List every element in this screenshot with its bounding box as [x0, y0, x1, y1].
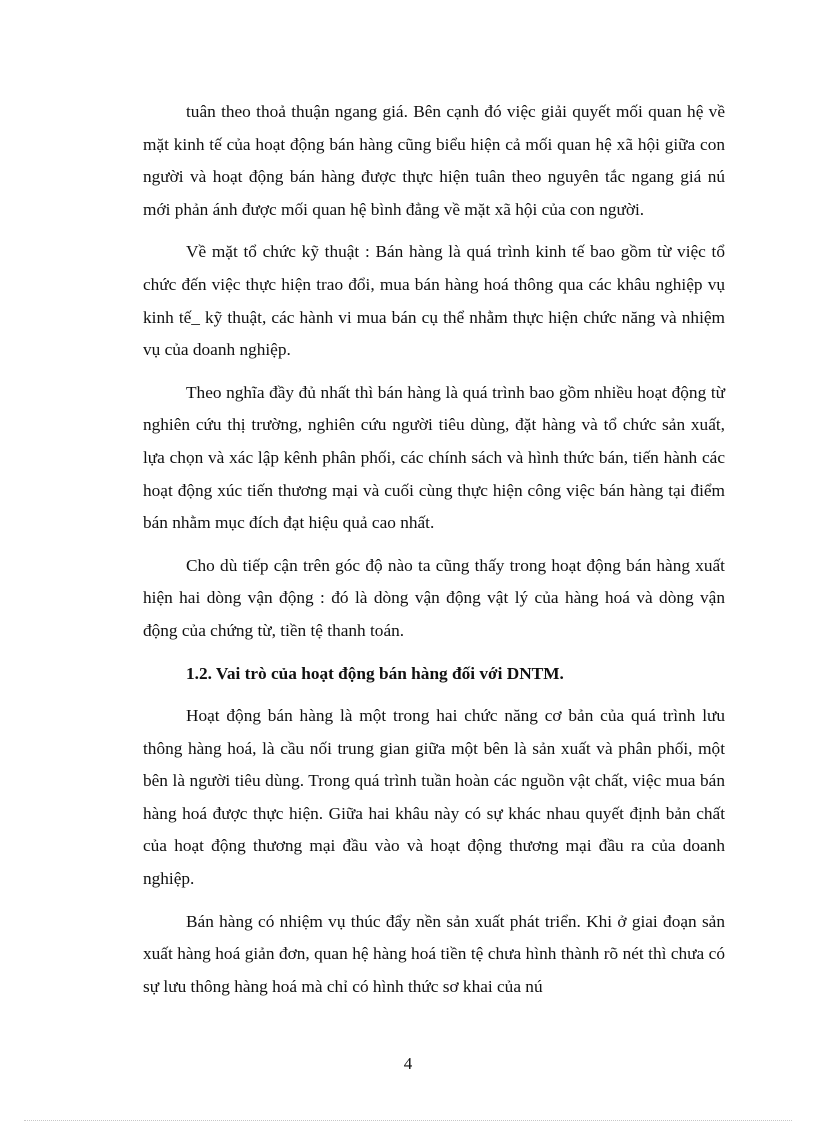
page-bottom-border	[24, 1120, 792, 1121]
paragraph-production-development: Bán hàng có nhiệm vụ thúc đẩy nền sản xuất phát triển. Khi ở giai đoạn sản xuất hàng hoá giản đơn, quan hệ hàng hoá tiền tệ chưa hình thành rõ nét thì chưa có sự lưu thông hàng hoá mà chỉ có hình thức sơ khai của nú	[143, 911, 725, 996]
document-body	[143, 96, 725, 1013]
paragraph-two-flows: Cho dù tiếp cận trên góc độ nào ta cũng thấy trong hoạt động bán hàng xuất hiện hai dòng vận động : đó là dòng vận động vật lý của hàng hoá và dòng vận động của chứng từ, tiền tệ thanh toán.	[143, 555, 725, 640]
section-heading: 1.2. Vai trò của hoạt động bán hàng đối với DNTM.	[186, 663, 564, 683]
page-number: 4	[403, 1054, 413, 1073]
paragraph-continuation: tuân theo thoả thuận ngang giá. Bên cạnh đó việc giải quyết mối quan hệ về mặt kinh tế của hoạt động bán hàng cũng biểu hiện cả mối quan hệ xã hội giữa con người và hoạt động bán hàng được thực hiện tuân theo nguyên tắc ngang giá nú mới phản ánh được mối quan hệ bình đẳng về mặt xã hội của con người.	[143, 102, 725, 219]
paragraph-technical-organization: Về mặt tổ chức kỹ thuật : Bán hàng là quá trình kinh tế bao gồm từ việc tổ chức đến việc thực hiện trao đổi, mua bán hàng hoá thông qua các khâu nghiệp vụ kinh tế_ kỹ thuật, các hành vi mua bán cụ thể nhằm thực hiện chức năng và nhiệm vụ của doanh nghiệp.	[143, 242, 725, 360]
paragraph-full-meaning: Theo nghĩa đầy đủ nhất thì bán hàng là quá trình bao gồm nhiều hoạt động từ nghiên cứu thị trường, nghiên cứu người tiêu dùng, đặt hàng và tổ chức sản xuất, lựa chọn và xác lập kênh phân phối, các chính sách và hình thức bán, tiến hành các hoạt động xúc tiến thương mại và cuối cùng thực hiện công việc bán hàng tại điểm bán nhằm mục đích đạt hiệu quả cao nhất.	[143, 382, 725, 533]
paragraph-sales-role: Hoạt động bán hàng là một trong hai chức năng cơ bản của quá trình lưu thông hàng hoá, là cầu nối trung gian giữa một bên là sản xuất và phân phối, một bên là người tiêu dùng. Trong quá trình tuần hoàn các nguồn vật chất, việc mua bán hàng hoá được thực hiện. Giữa hai khâu này có sự khác nhau quyết định bản chất của hoạt động thương mại đầu vào và hoạt động thương mại đầu ra của doanh nghiệp.	[143, 706, 725, 889]
